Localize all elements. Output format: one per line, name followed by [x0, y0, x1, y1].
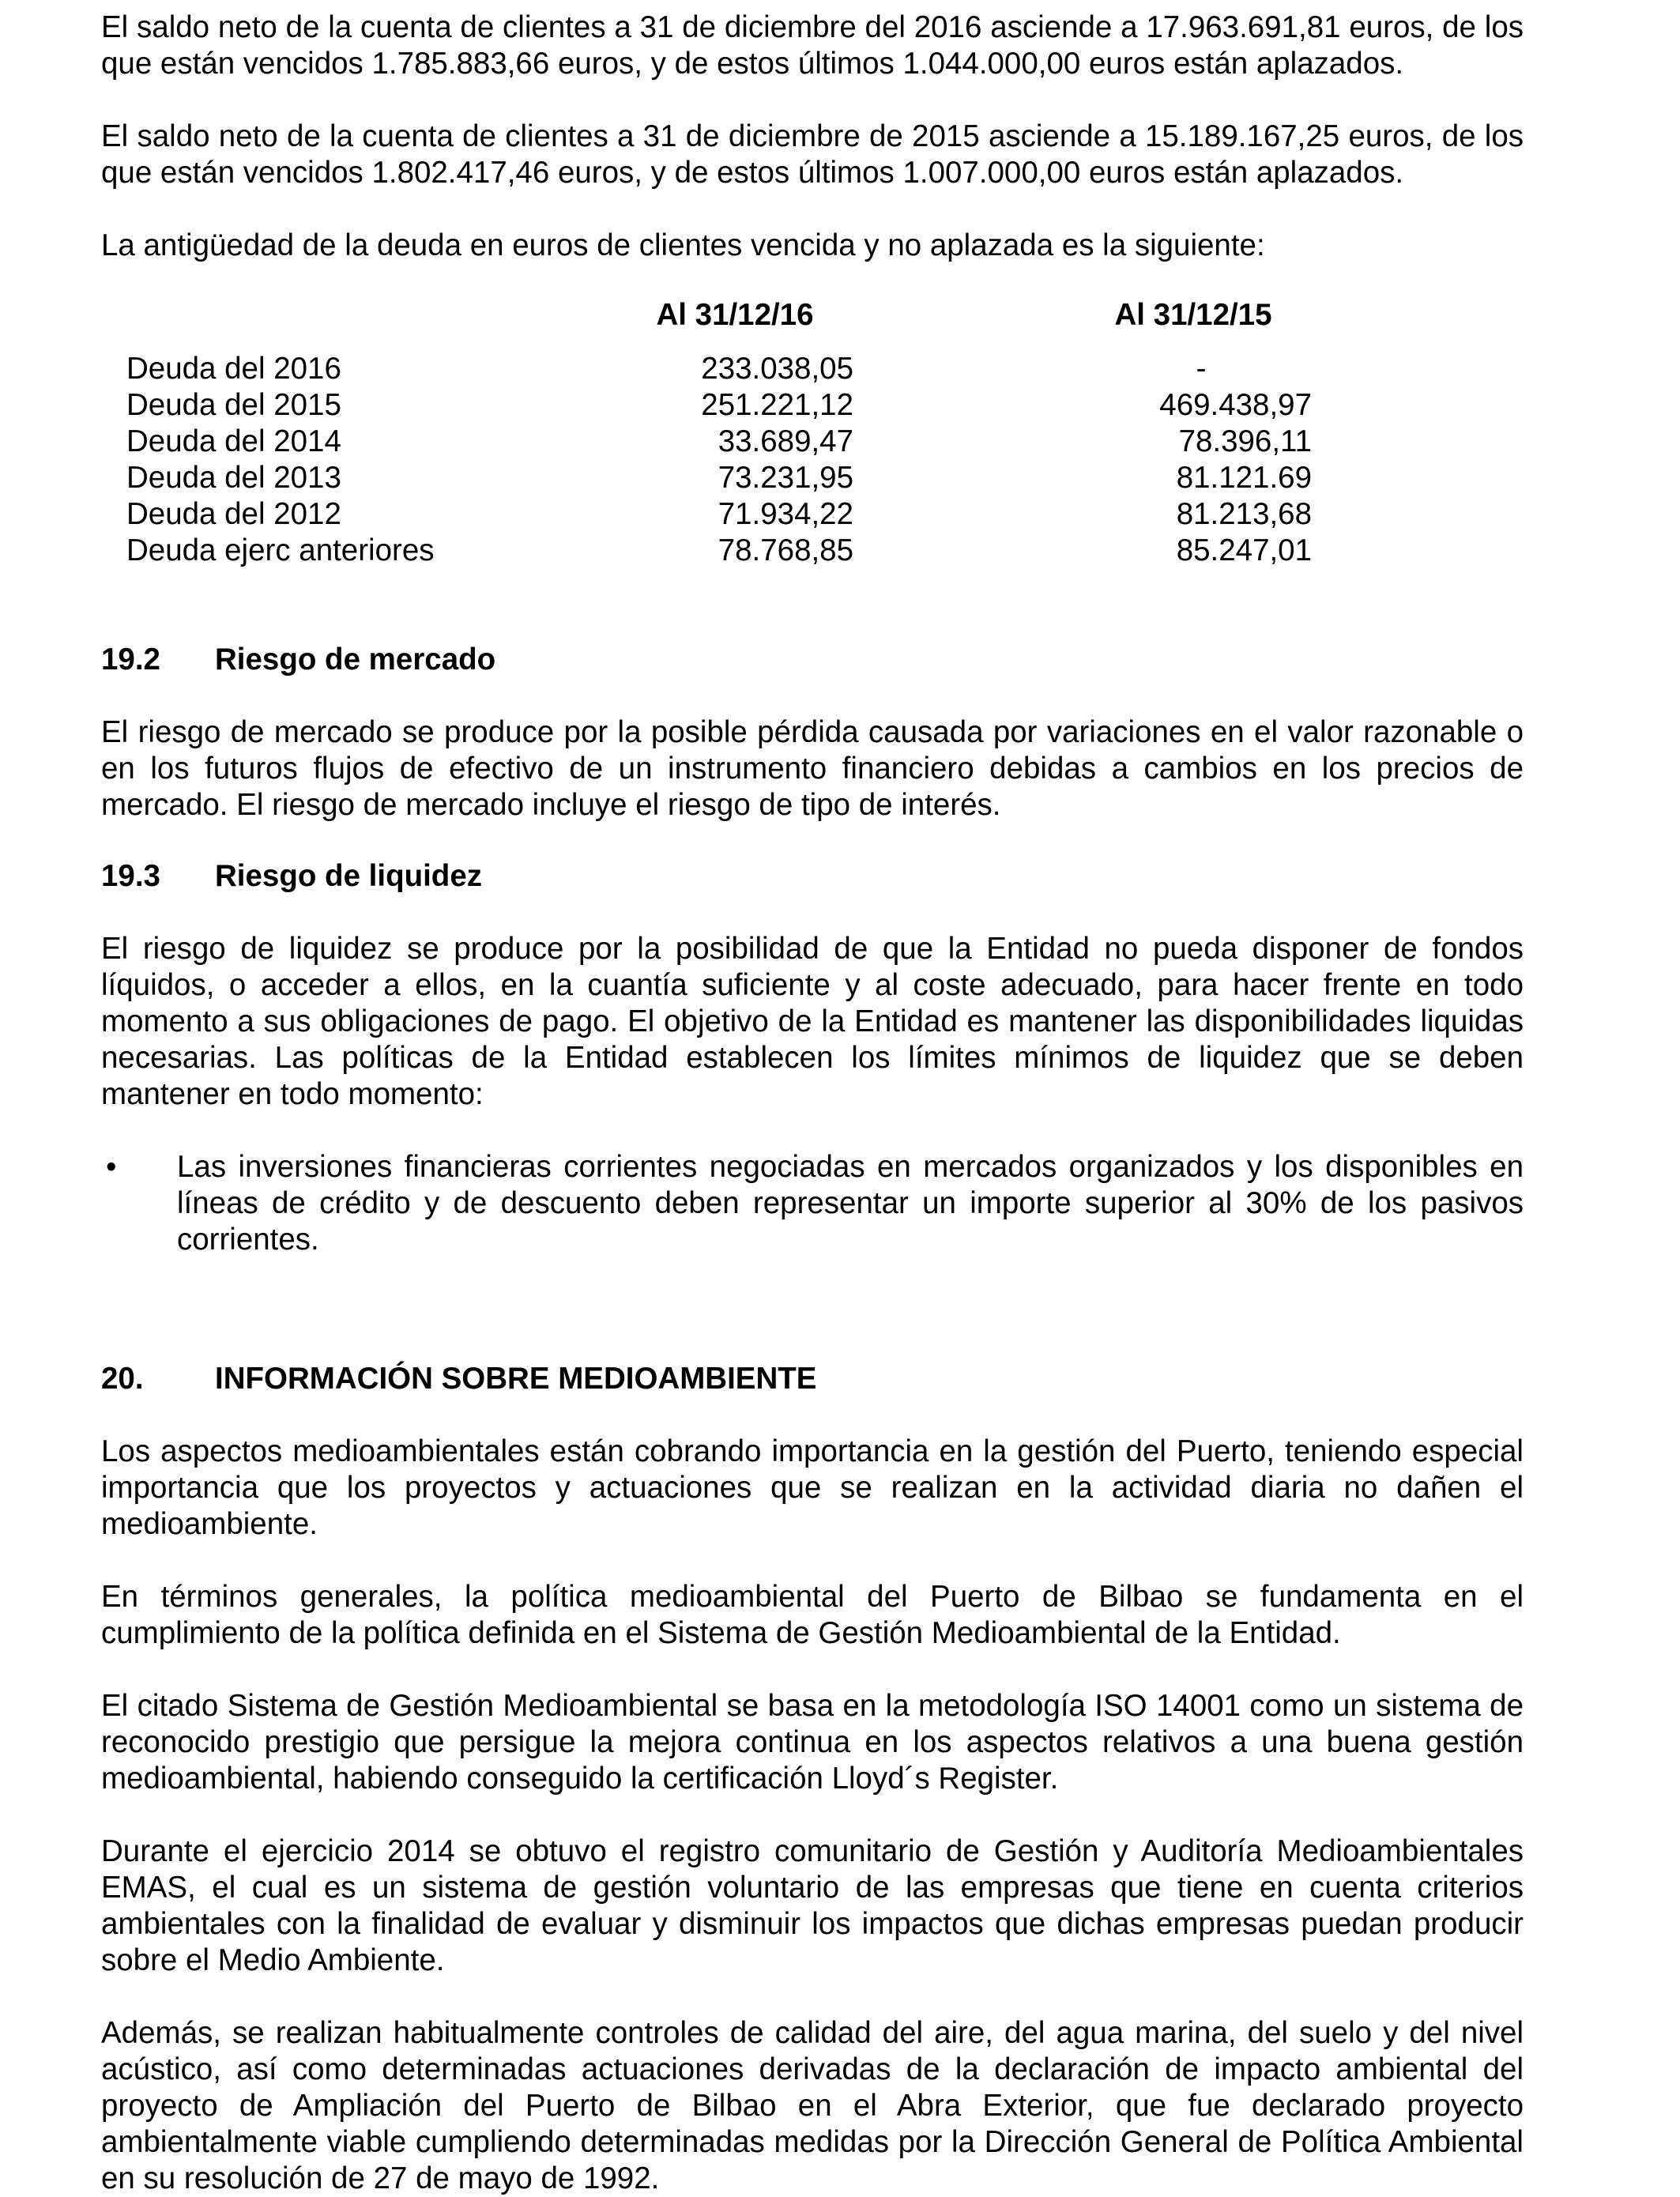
table-row: [126, 387, 1312, 424]
row-label: Deuda del 2016: [126, 352, 341, 386]
section-title: INFORMACIÓN SOBRE MEDIOAMBIENTE: [215, 1362, 817, 1396]
paragraph-riesgo-liquidez: El riesgo de liquidez se produce por la posibilidad de que la Entidad no pueda disponer de fondos líquidos, o acceder a ellos, en la cuantía suficiente y al coste adecuado, para hacer frente en todo momento a sus obligaciones de pago. El objetivo de la Entidad es mantener las disponibilidades liquidas necesarias. Las políticas de la Entidad establecen los límites mínimos de liquidez que se deben mantener en todo momento:: [101, 932, 1524, 1111]
row-label: Deuda del 2012: [126, 497, 341, 531]
table-row: [126, 351, 1312, 387]
value-2015: 85.247,01: [1176, 533, 1312, 567]
value-2015: 469.438,97: [1159, 388, 1312, 422]
value-2016: 33.689,47: [718, 424, 853, 458]
value-2015: -: [1196, 352, 1207, 386]
list-item: [101, 1149, 1524, 1258]
section-number: 20.: [101, 1362, 144, 1396]
section-heading-19-3: [101, 858, 1524, 895]
section-heading-19-2: [101, 642, 1524, 678]
bullet-icon: •: [106, 1150, 117, 1184]
document-page: [101, 9, 1524, 2197]
value-2016: 71.934,22: [718, 497, 853, 531]
row-label: Deuda ejerc anteriores: [126, 533, 435, 567]
table-header-2015: Al 31/12/15: [1114, 298, 1272, 332]
paragraph-saldo-2016: El saldo neto de la cuenta de clientes a 31 de diciembre del 2016 asciende a 17.963.691,81 euros, de los que están vencidos 1.785.883,66 euros, y de estos últimos 1.044.000,00 euros están aplazados.: [101, 10, 1524, 81]
section-number: 19.3: [101, 859, 160, 893]
paragraph-medioambiente-1: Los aspectos medioambientales están cobrando importancia en la gestión del Puerto, teniendo especial importancia que los proyectos y actuaciones que se realizan en la actividad diaria no dañen el medioambiente.: [101, 1434, 1524, 1541]
paragraph-antiguedad: La antigüedad de la deuda en euros de clientes vencida y no aplazada es la siguiente:: [101, 228, 1265, 262]
value-2016: 73.231,95: [718, 461, 853, 495]
table-header-empty: [126, 297, 632, 351]
table-header-2016: Al 31/12/16: [656, 298, 814, 332]
section-title: Riesgo de liquidez: [215, 859, 482, 893]
table-row: [126, 424, 1312, 460]
row-label: Deuda del 2015: [126, 388, 341, 422]
table-row: [126, 533, 1312, 569]
paragraph-saldo-2015: El saldo neto de la cuenta de clientes a 31 de diciembre de 2015 asciende a 15.189.167,25 euros, de los que están vencidos 1.802.417,46 euros, y de estos últimos 1.007.000,00 euros están aplazados.: [101, 119, 1524, 190]
paragraph-medioambiente-3: El citado Sistema de Gestión Medioambiental se basa en la metodología ISO 14001 como un sistema de reconocido prestigio que persigue la mejora continua en los aspectos relativos a una buena gestión medioambiental, habiendo conseguido la certificación Lloyd´s Register.: [101, 1689, 1524, 1796]
section-number: 19.2: [101, 643, 160, 676]
value-2015: 81.121.69: [1176, 461, 1312, 495]
section-title: Riesgo de mercado: [215, 643, 496, 676]
value-2015: 78.396,11: [1178, 424, 1312, 458]
value-2016: 251.221,12: [701, 388, 853, 422]
table-header-row: [126, 297, 1312, 351]
value-2016: 233.038,05: [701, 352, 853, 386]
value-2016: 78.768,85: [718, 533, 853, 567]
section-heading-20: [101, 1361, 1524, 1397]
debt-age-table: [126, 297, 1312, 569]
row-label: Deuda del 2013: [126, 461, 341, 495]
paragraph-riesgo-mercado: El riesgo de mercado se produce por la posible pérdida causada por variaciones en el valor razonable o en los futuros flujos de efectivo de un instrumento financiero debidas a cambios en los precios de mercado. El riesgo de mercado incluye el riesgo de tipo de interés.: [101, 715, 1524, 822]
row-label: Deuda del 2014: [126, 424, 341, 458]
paragraph-medioambiente-2: En términos generales, la política medioambiental del Puerto de Bilbao se fundamenta en el cumplimiento de la política definida en el Sistema de Gestión Medioambiental de la Entidad.: [101, 1580, 1524, 1650]
table-row: [126, 496, 1312, 533]
bullet-text: Las inversiones financieras corrientes negociadas en mercados organizados y los disponibles en líneas de crédito y de descuento deben representar un importe superior al 30% de los pasivos corrientes.: [177, 1150, 1524, 1257]
paragraph-medioambiente-5: Además, se realizan habitualmente controles de calidad del aire, del agua marina, del suelo y del nivel acústico, así como determinadas actuaciones derivadas de la declaración de impacto ambiental del proyecto de Ampliación del Puerto de Bilbao en el Abra Exterior, que fue declarado proyecto ambientalmente viable cumpliendo determinadas medidas por la Dirección General de Política Ambiental en su resolución de 27 de mayo de 1992.: [101, 2016, 1524, 2195]
table-row: [126, 460, 1312, 496]
value-2015: 81.213,68: [1176, 497, 1312, 531]
paragraph-medioambiente-4: Durante el ejercicio 2014 se obtuvo el registro comunitario de Gestión y Auditoría Medioambientales EMAS, el cual es un sistema de gestión voluntario de las empresas que tiene en cuenta criterios ambientales con la finalidad de evaluar y disminuir los impactos que dichas empresas puedan producir sobre el Medio Ambiente.: [101, 1834, 1524, 1977]
